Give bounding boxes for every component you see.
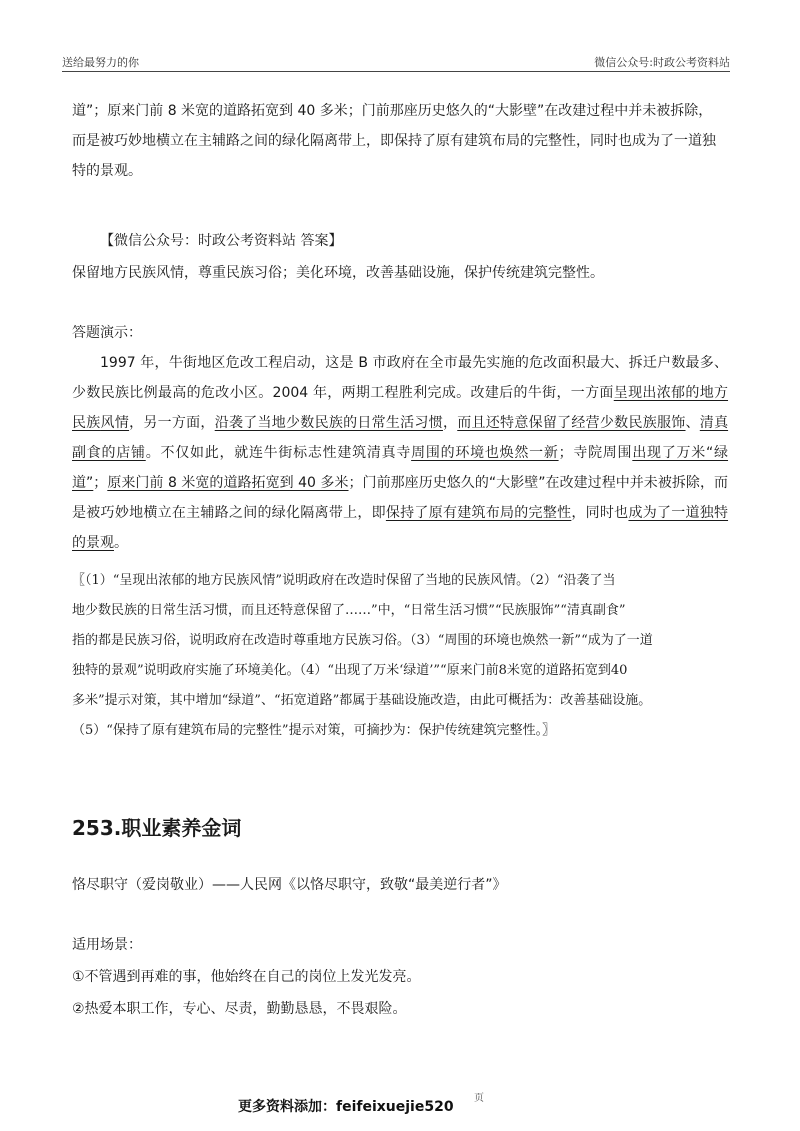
intro-line-1: 道”；原来门前 8 米宽的道路拓宽到 40 多米；门前那座历史悠久的“大影壁”在改建过程中并未被拆除， <box>72 103 713 119</box>
header-right-text: 微信公众号:时政公考资料站 <box>594 56 730 69</box>
page-header <box>62 54 730 70</box>
scene-label: 适用场景： <box>72 937 142 953</box>
analysis-line: 指的都是民族习俗，说明政府在改造时尊重地方民族习俗。（3）“周围的环境也焕然一新”“成为了一道 <box>72 633 653 648</box>
demo-underlined: 观 <box>100 535 114 551</box>
demo-paragraph <box>72 348 728 558</box>
demo-underlined: 原来门前 8 米宽的道路拓宽到 40 多米 <box>107 475 349 491</box>
header-rule <box>62 71 730 72</box>
section-title: 253.职业素养金词 <box>72 816 242 840</box>
demo-text: ，同时也 <box>571 505 629 521</box>
demo-underlined: 的店铺 <box>101 445 146 461</box>
footer-page-marker: 页 <box>474 1093 484 1104</box>
footer-text: 更多资料添加：feifeixuejie520 <box>238 1099 454 1115</box>
demo-underlined: 而且还特意保留了经营少数民族服饰 <box>457 415 686 431</box>
scene-item-1: ①不管遇到再难的事，他始终在自己的岗位上发光发亮。 <box>72 969 421 985</box>
demo-text: 1997 年，牛街地区危改工程启动，这是 B 市政府在全市最先实施的危改面积最大、拆迁户数最多、少 <box>72 355 728 401</box>
demo-text: ；门前那座历史悠久的“大影壁”在改建过程中并未被拆除，而是被 <box>72 475 728 521</box>
header-left-text: 送给最努力的你 <box>62 56 139 69</box>
analysis-line: 〖（1）“呈现出浓郁的地方民族风情”说明政府在改造时保留了当地的民族风情。（2）“沿袭了当 <box>72 573 616 588</box>
demo-underlined: 沿袭了当地少数民族的日常生活习惯 <box>214 415 443 431</box>
intro-paragraph <box>72 96 728 186</box>
demo-text: 数民族比例最高的危改小区。2004 年，两期工程胜利完成。改建后的牛街，一方面 <box>86 385 614 401</box>
analysis-line: 地少数民族的日常生活习惯，而且还特意保留了……”中，“日常生活习惯”“民族服饰”“清真副食” <box>72 603 626 618</box>
demo-underlined: 呈现出浓郁的地方民族 <box>72 385 729 431</box>
demo-text: ， <box>442 415 458 431</box>
analysis-note <box>72 566 732 746</box>
demo-text: ，另一方面， <box>129 415 215 431</box>
analysis-line: （5）“保持了原有建筑布局的完整性”提示对策，可摘抄为：保护传统建筑完整性。〗 <box>72 723 556 738</box>
demo-text: 。不仅如此，就连牛街标志性建筑清真寺 <box>145 445 412 461</box>
analysis-line: 独特的景观”说明政府实施了环境美化。（4）“出现了万米‘绿道’”“原来门前8米宽的道路拓宽到40 <box>72 663 628 678</box>
demo-underlined: 成为了一道独特的景 <box>72 505 729 551</box>
demo-underlined: 周围的环境也焕然一新 <box>411 445 559 461</box>
analysis-line: 多米”提示对策，其中增加“绿道”、“拓宽道路”都属于基础设施改造，由此可概括为：改善基础设施。 <box>72 693 652 708</box>
scene-item-2: ②热爱本职工作，专心、尽责，勤勤恳恳，不畏艰险。 <box>72 1001 407 1017</box>
answer-label: 【微信公众号：时政公考资料站 答案】 <box>100 233 343 249</box>
answer-text: 保留地方民族风情，尊重民族习俗；美化环境，改善基础设施，保护传统建筑完整性。 <box>72 265 604 281</box>
demo-underlined: 风情 <box>100 415 130 431</box>
demo-label: 答题演示： <box>72 325 142 341</box>
demo-underlined: 清真副食 <box>72 415 729 461</box>
intro-line-3: 特的景观。 <box>72 163 142 179</box>
demo-text: 、 <box>685 415 700 431</box>
intro-line-2: 而是被巧妙地横立在主辅路之间的绿化隔离带上，即保持了原有建筑布局的完整性，同时也成为了一道独 <box>72 133 716 149</box>
demo-underlined: 出现了万米“绿道” <box>72 445 729 491</box>
section-quote: 恪尽职守（爱岗敬业）——人民网《以恪尽职守，致敬“最美逆行者”》 <box>72 877 507 893</box>
demo-text: 巧妙地横立在主辅路之间的绿化隔离带上，即 <box>100 505 386 521</box>
demo-text: ；寺院周围 <box>558 445 633 461</box>
demo-text: 。 <box>114 535 128 551</box>
demo-text: ； <box>93 475 108 491</box>
demo-underlined: 保持了原有建筑布局的完整性 <box>385 505 572 521</box>
